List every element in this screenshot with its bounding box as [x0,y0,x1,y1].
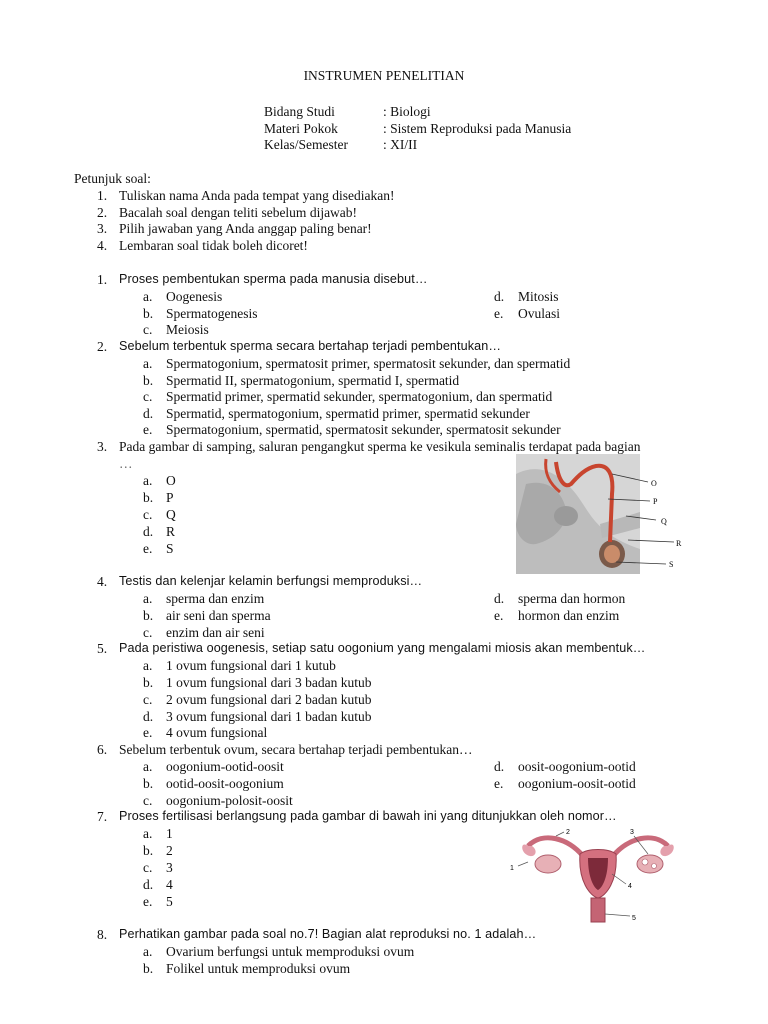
option-text: R [166,524,176,539]
label-5: 5 [632,915,636,922]
document-title: INSTRUMEN PENELITIAN [303,68,465,83]
option-text: 3 ovum fungsional dari 1 badan kutub [166,709,372,724]
question-continuation: … [119,456,133,471]
question-number: 4. [97,574,108,589]
question-text: Sebelum terbentuk sperma secara bertahap terjadi pembentukan… [119,339,502,353]
option-text: Spermatogonium, spermatid, spermatosit sekunder, spermatosit sekunder [166,422,561,437]
pointer-line [612,874,626,884]
option-text: 4 [166,877,173,892]
option-text: oogonium-polosit-oosit [166,793,293,808]
option-letter: c. [143,322,153,337]
fallopian-tube-right [613,838,668,856]
option-letter: e. [143,725,153,740]
option-text: Mitosis [518,289,559,304]
question-number: 8. [97,927,108,942]
option-text: ootid-oosit-oogonium [166,776,284,791]
option-text: S [166,541,174,556]
option-letter: b. [143,843,154,858]
option-letter: b. [143,961,154,976]
question-number: 1. [97,272,108,287]
option-letter: c. [143,692,153,707]
meta-value: : Sistem Reproduksi pada Manusia [383,121,572,136]
label-p: P [653,497,658,506]
instruction-text: Pilih jawaban yang Anda anggap paling benar! [119,221,372,236]
instruction-text: Bacalah soal dengan teliti sebelum dijawab! [119,205,358,220]
option-letter: a. [143,473,153,488]
option-text: sperma dan enzim [166,591,265,606]
option-text: oogonium-oosit-ootid [518,776,636,791]
option-letter: d. [143,877,154,892]
option-letter: c. [143,507,153,522]
option-letter: b. [143,306,154,321]
option-text: Ovarium berfungsi untuk memproduksi ovum [166,944,415,959]
instruction-text: Lembaran soal tidak boleh dicoret! [119,238,308,253]
option-letter: b. [143,608,154,623]
option-letter: d. [143,406,154,421]
question-text: Proses fertilisasi berlangsung pada gambar di bawah ini yang ditunjukkan oleh nomor… [119,809,617,823]
label-1: 1 [510,865,514,872]
option-text: O [166,473,176,488]
option-text: Spermatid II, spermatogonium, spermatid I, spermatid [166,373,460,388]
question-number: 3. [97,439,108,454]
meta-value: : XI/II [383,137,418,152]
male-reproductive-diagram [516,454,691,574]
option-letter: d. [143,709,154,724]
option-text: sperma dan hormon [518,591,626,606]
instruction-number: 4. [97,238,108,253]
option-letter: d. [494,759,505,774]
option-letter: b. [143,373,154,388]
label-q: Q [661,517,667,526]
label-4: 4 [628,883,632,890]
option-text: P [166,490,174,505]
vagina [591,898,605,922]
option-text: 1 [166,826,173,841]
option-letter: b. [143,675,154,690]
option-letter: c. [143,860,153,875]
meta-value: : Biologi [383,104,431,119]
question-text: Pada peristiwa oogenesis, setiap satu oogonium yang mengalami miosis akan membentuk… [119,641,646,655]
option-text: hormon dan enzim [518,608,620,623]
pointer-line [556,832,564,836]
question-text: Sebelum terbentuk ovum, secara bertahap terjadi pembentukan… [119,742,473,757]
option-letter: b. [143,490,154,505]
follicle [642,859,648,865]
option-text: Spermatid, spermatogonium, spermatid primer, spermatid sekunder [166,406,530,421]
option-text: 1 ovum fungsional dari 3 badan kutub [166,675,372,690]
option-letter: e. [494,776,504,791]
question-text: Perhatikan gambar pada soal no.7! Bagian alat reproduksi no. 1 adalah… [119,927,537,941]
follicle [652,864,657,869]
meta-label: Bidang Studi [264,104,335,119]
option-text: Oogenesis [166,289,223,304]
question-text: Proses pembentukan sperma pada manusia disebut… [119,272,428,286]
label-o: O [651,479,657,488]
option-text: Spermatogonium, spermatosit primer, spermatosit sekunder, dan spermatid [166,356,571,371]
option-letter: e. [143,894,153,909]
question-number: 7. [97,809,108,824]
fimbriae-right [660,845,673,857]
instruction-text: Tuliskan nama Anda pada tempat yang disediakan! [119,188,395,203]
option-text: Ovulasi [518,306,560,321]
option-letter: d. [494,289,505,304]
label-r: R [676,539,682,548]
question-text: Testis dan kelenjar kelamin berfungsi memproduksi… [119,574,423,588]
option-text: Meiosis [166,322,209,337]
label-s: S [669,560,674,569]
option-text: oogonium-ootid-oosit [166,759,284,774]
instruction-number: 2. [97,205,108,220]
option-letter: a. [143,759,153,774]
meta-label: Materi Pokok [264,121,338,136]
female-reproductive-diagram [508,826,690,924]
option-letter: a. [143,356,153,371]
option-letter: e. [494,608,504,623]
question-number: 6. [97,742,108,757]
option-text: 5 [166,894,173,909]
option-letter: e. [143,422,153,437]
option-text: Folikel untuk memproduksi ovum [166,961,351,976]
testis-inner [604,545,620,563]
option-text: 4 ovum fungsional [166,725,268,740]
pointer-line [518,862,528,866]
label-2: 2 [566,829,570,836]
option-letter: e. [494,306,504,321]
instructions-heading: Petunjuk soal: [74,171,151,186]
question-text: Pada gambar di samping, saluran pengangkut sperma ke vesikula seminalis terdapat pada bagian [119,439,641,454]
option-letter: c. [143,625,153,640]
option-text: 2 ovum fungsional dari 2 badan kutub [166,692,372,707]
instruction-number: 3. [97,221,108,236]
ovary-left [535,855,561,873]
option-text: air seni dan sperma [166,608,271,623]
fimbriae-left [522,845,535,857]
option-letter: a. [143,289,153,304]
option-letter: a. [143,591,153,606]
label-3: 3 [630,829,634,836]
option-letter: d. [494,591,505,606]
option-letter: c. [143,389,153,404]
question-number: 5. [97,641,108,656]
meta-label: Kelas/Semester [264,137,348,152]
option-letter: c. [143,793,153,808]
option-letter: a. [143,826,153,841]
option-text: oosit-oogonium-ootid [518,759,636,774]
option-letter: a. [143,944,153,959]
option-text: 2 [166,843,173,858]
option-letter: a. [143,658,153,673]
option-text: Spermatid primer, spermatid sekunder, spermatogonium, dan spermatid [166,389,553,404]
prostate-shape [554,506,578,526]
option-text: Q [166,507,176,522]
instruction-number: 1. [97,188,108,203]
option-text: enzim dan air seni [166,625,265,640]
option-text: 1 ovum fungsional dari 1 kutub [166,658,336,673]
pointer-line [605,914,630,916]
option-letter: d. [143,524,154,539]
option-letter: e. [143,541,153,556]
option-letter: b. [143,776,154,791]
question-number: 2. [97,339,108,354]
option-text: 3 [166,860,173,875]
fallopian-tube-left [528,838,583,856]
ovary-right [637,855,663,873]
option-text: Spermatogenesis [166,306,258,321]
